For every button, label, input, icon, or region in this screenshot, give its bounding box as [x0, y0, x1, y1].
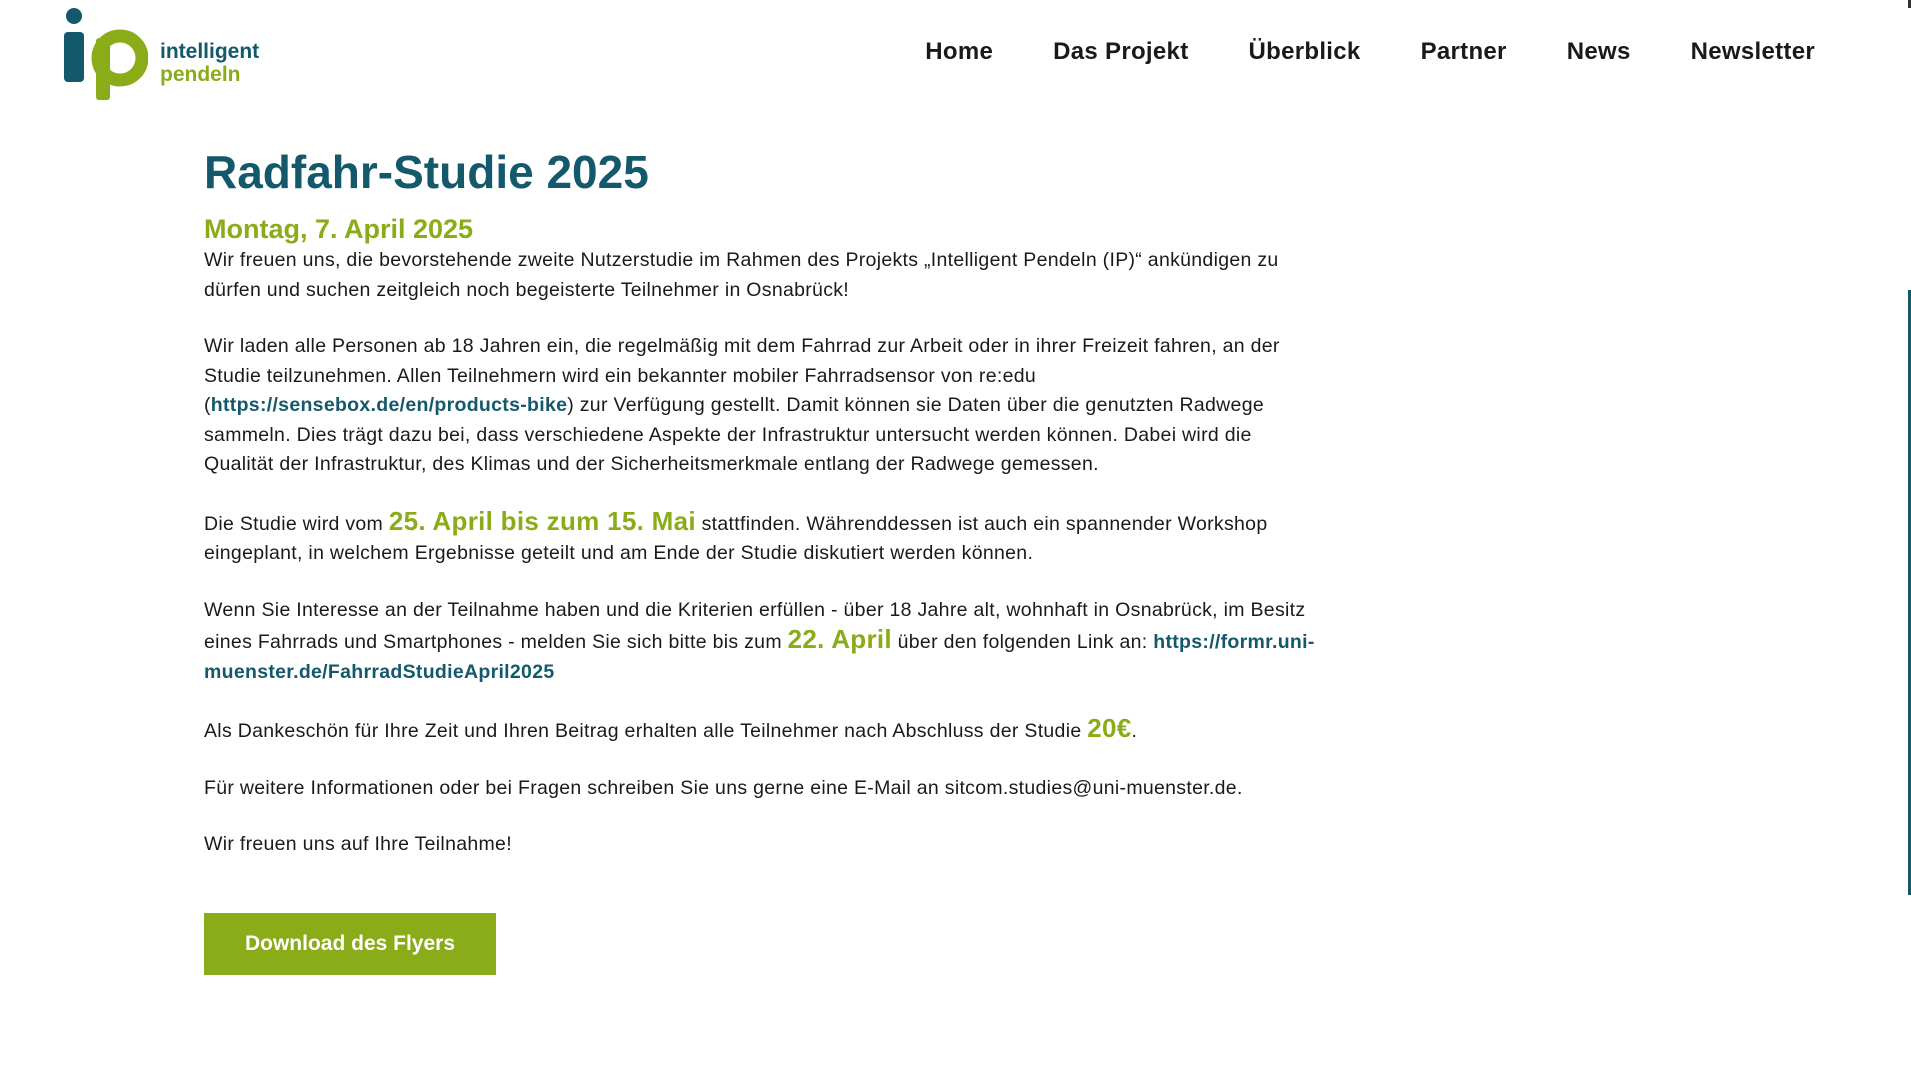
paragraph-participants — [204, 332, 1324, 480]
nav-news[interactable]: News — [1566, 38, 1631, 65]
paragraph-registration — [204, 596, 1324, 688]
paragraph-intro-text: Wir freuen uns, die bevorstehende zweite Nutzerstudie im Rahmen des Projekts „Intelligent Pendeln (IP)“ ankündigen zu dürfen und suchen zeitgleich noch begeisterte Teilnehmer in Osnabrück! — [204, 249, 1279, 301]
paragraph-schedule-text-a: Die Studie wird vom — [204, 512, 389, 535]
paragraph-closing — [204, 830, 1324, 860]
article-date: Montag, 7. April 2025 — [204, 214, 474, 244]
paragraph-schedule-text-b: stattfinden. Währenddessen ist auch ein spannender Workshop eingeplant, in welchem Ergebnisse geteilt und am Ende der Studie diskutiert werden können. — [204, 512, 1268, 564]
paragraph-intro — [204, 246, 1324, 305]
site-header — [0, 0, 1911, 120]
logo-line-pendeln: pendeln — [160, 63, 241, 86]
ip-logo-icon — [58, 8, 148, 108]
paragraph-participants-text-b: ) zur Verfügung gestellt. Damit können sie Daten über die genutzten Radwege sammeln. Dies trägt dazu bei, dass verschiedene Aspekte der Infrastruktur untersucht werden können. Dabei wird die Qualität der Infrastruktur, des Klimas und der Sicherheitsmerkmale entlang der Radwege gemessen. — [204, 394, 1264, 475]
paragraph-reward-text-b: . — [1131, 720, 1138, 742]
main-nav — [865, 38, 1815, 66]
sensebox-link[interactable]: https://sensebox.de/en/products-bike — [210, 394, 568, 416]
site-logo[interactable] — [58, 8, 278, 108]
article-title: Radfahr-Studie 2025 — [204, 146, 649, 198]
paragraph-contact — [204, 774, 1324, 804]
download-flyer-button[interactable]: Download des Flyers — [204, 913, 496, 975]
nav-newsletter[interactable]: Newsletter — [1690, 38, 1815, 65]
paragraph-registration-text-b: über den folgenden Link an: — [891, 631, 1154, 653]
study-period-highlight: 25. April bis zum 15. Mai — [388, 505, 696, 536]
paragraph-reward — [204, 714, 1324, 747]
nav-ueberblick[interactable]: Überblick — [1248, 38, 1361, 65]
logo-wordmark — [160, 40, 259, 86]
paragraph-registration-text-a: Wenn Sie Interesse an der Teilnahme haben und die Kriterien erfüllen - über 18 Jahre alt, wohnhaft in Osnabrück, im Besitz eines Fahrrads und Smartphones - melden Sie sich bitte bis zum — [204, 598, 1306, 653]
paragraph-participants-text-a: Wir laden alle Personen ab 18 Jahren ein, die regelmäßig mit dem Fahrrad zur Arbeit oder in ihrer Freizeit fahren, an der Studie teilzunehmen. Allen Teilnehmern wird ein bekannter mobiler Fahrradsensor von re:edu ( — [204, 335, 1280, 416]
nav-das-projekt[interactable]: Das Projekt — [1053, 38, 1189, 65]
paragraph-schedule — [204, 507, 1324, 569]
nav-home[interactable]: Home — [925, 38, 994, 65]
paragraph-closing-text: Wir freuen uns auf Ihre Teilnahme! — [204, 833, 512, 855]
reward-highlight: 20€ — [1087, 713, 1132, 743]
paragraph-reward-text-a: Als Dankeschön für Ihre Zeit und Ihren Beitrag erhalten alle Teilnehmer nach Abschluss der Studie — [204, 720, 1088, 742]
article — [204, 140, 1324, 975]
logo-line-intelligent: intelligent — [160, 40, 260, 63]
nav-partner[interactable]: Partner — [1420, 38, 1507, 65]
deadline-highlight: 22. April — [787, 624, 892, 654]
paragraph-contact-text: Für weitere Informationen oder bei Fragen schreiben Sie uns gerne eine E-Mail an sitcom.studies@uni-muenster.de. — [204, 776, 1243, 799]
registration-link[interactable]: https://formr.uni-muenster.de/FahrradStudieApril2025 — [204, 631, 1315, 683]
